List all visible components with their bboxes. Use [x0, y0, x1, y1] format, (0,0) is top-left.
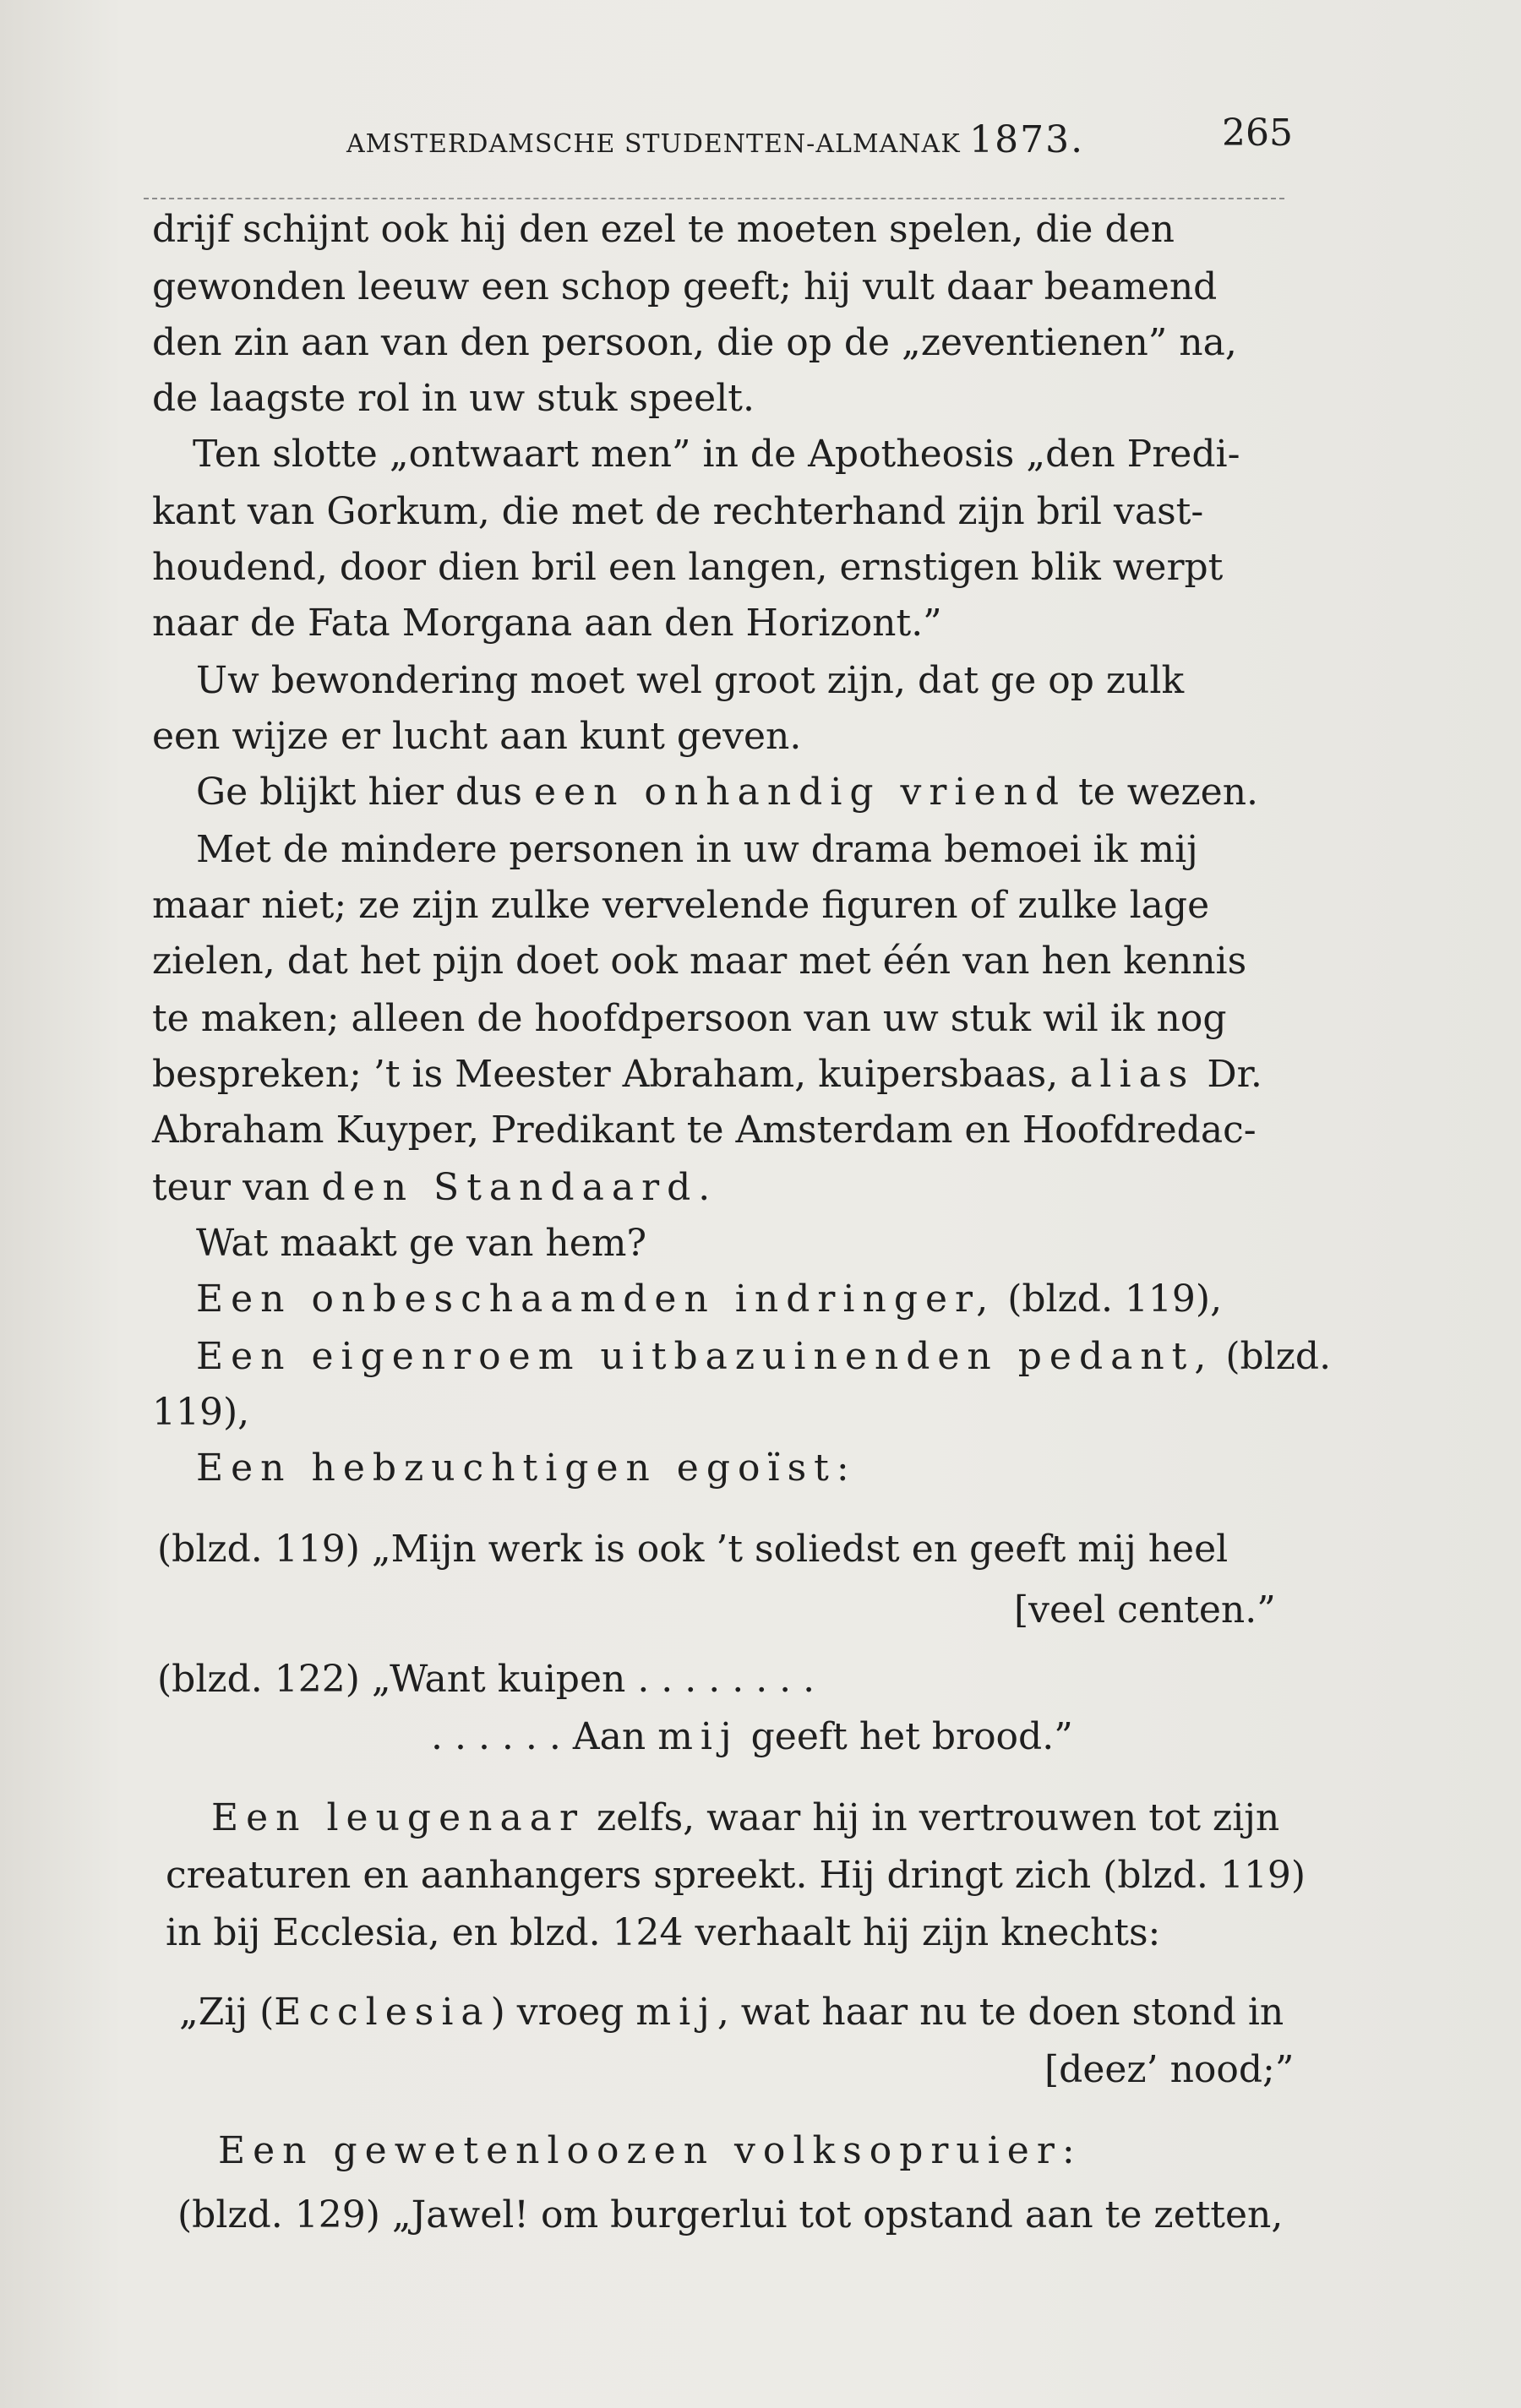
- spaced-emphasis: Een onbeschaamden indringer,: [196, 1278, 996, 1321]
- verse-line: [deez’ nood;”: [1044, 2048, 1295, 2091]
- page-number: 265: [1222, 112, 1293, 155]
- text-line: Met de mindere personen in uw drama bemoei ik mij: [196, 828, 1198, 871]
- text-line: creaturen en aanhangers spreekt. Hij dringt zich (blzd. 119): [166, 1854, 1306, 1897]
- text-line: gewonden leeuw een schop geeft; hij vult daar beamend: [152, 265, 1218, 308]
- text-line: Een leugenaar zelfs, waar hij in vertrouwen tot zijn: [211, 1796, 1280, 1839]
- text-line: maar niet; ze zijn zulke vervelende figuren of zulke lage: [152, 884, 1210, 927]
- header-year: 1873.: [969, 118, 1085, 161]
- text-line: zielen, dat het pijn doet ook maar met één van hen kennis: [152, 940, 1247, 983]
- verse-line: [veel centen.”: [1014, 1588, 1276, 1632]
- text-line: houdend, door dien bril een langen, ernstigen blik werpt: [152, 546, 1224, 589]
- text-line: Een eigenroem uitbazuinenden pedant, (blzd.: [196, 1335, 1332, 1378]
- spaced-emphasis: Ecclesia: [274, 1991, 491, 2034]
- text-line: de laagste rol in uw stuk speelt.: [152, 377, 755, 420]
- text-line: Abraham Kuyper, Predikant te Amsterdam en Hoofdredac-: [152, 1109, 1257, 1152]
- text-line: in bij Ecclesia, en blzd. 124 verhaalt hij zijn knechts:: [166, 1911, 1161, 1954]
- text-line: bespreken; ’t is Meester Abraham, kuipersbaas, alias Dr.: [152, 1053, 1262, 1096]
- text-line: den zin aan van den persoon, die op de „zeventienen” na,: [152, 321, 1237, 364]
- spaced-emphasis: alias: [1070, 1053, 1196, 1096]
- verse-line: „Zij (Ecclesia) vroeg mij, wat haar nu te doen stond in: [179, 1991, 1284, 2034]
- spaced-emphasis: Een gewetenloozen volksopruier:: [218, 2129, 1082, 2172]
- text-line: te maken; alleen de hoofdpersoon van uw stuk wil ik nog: [152, 997, 1227, 1040]
- verse-line: (blzd. 119) „Mijn werk is ook ’t soliedst en geeft mij heel: [157, 1528, 1229, 1571]
- text-line: Wat maakt ge van hem?: [196, 1222, 647, 1265]
- text-line: Ten slotte „ontwaart men” in de Apotheosis „den Predi-: [193, 433, 1240, 476]
- spaced-emphasis: den Standaard.: [321, 1166, 718, 1209]
- text-line: drijf schijnt ook hij den ezel te moeten spelen, die den: [152, 208, 1175, 251]
- spaced-emphasis: Een leugenaar: [211, 1796, 585, 1839]
- verse-line: (blzd. 122) „Want kuipen . . . . . . . .: [157, 1658, 815, 1701]
- running-title: AMSTERDAMSCHE STUDENTEN-ALMANAK 1873.: [346, 118, 1085, 161]
- verse-line: . . . . . . Aan mij geeft het brood.”: [431, 1715, 1073, 1758]
- text-line: Ge blijkt hier dus een onhandig vriend te wezen.: [196, 771, 1259, 814]
- spaced-emphasis: Een hebzuchtigen egoïst:: [196, 1446, 857, 1490]
- spaced-emphasis: mij: [635, 1991, 717, 2034]
- spaced-emphasis: een onhandig vriend: [534, 771, 1067, 814]
- text-line: teur van den Standaard.: [152, 1166, 718, 1209]
- spaced-emphasis: Een eigenroem uitbazuinenden pedant,: [196, 1335, 1214, 1378]
- spaced-emphasis: mij: [657, 1715, 739, 1758]
- text-line: een wijze er lucht aan kunt geven.: [152, 715, 802, 758]
- header-rule: [144, 198, 1284, 199]
- text-line: kant van Gorkum, die met de rechterhand zijn bril vast-: [152, 490, 1204, 533]
- running-header: [152, 108, 1293, 176]
- text-line: Een onbeschaamden indringer, (blzd. 119),: [196, 1278, 1223, 1321]
- text-line: 119),: [152, 1391, 250, 1434]
- verse-line: (blzd. 129) „Jawel! om burgerlui tot opstand aan te zetten,: [177, 2193, 1284, 2236]
- text-line: [196, 1446, 857, 1490]
- text-line: Uw bewondering moet wel groot zijn, dat ge op zulk: [196, 659, 1185, 702]
- text-line: naar de Fata Morgana aan den Horizont.”: [152, 602, 942, 645]
- text-line: [218, 2129, 1082, 2173]
